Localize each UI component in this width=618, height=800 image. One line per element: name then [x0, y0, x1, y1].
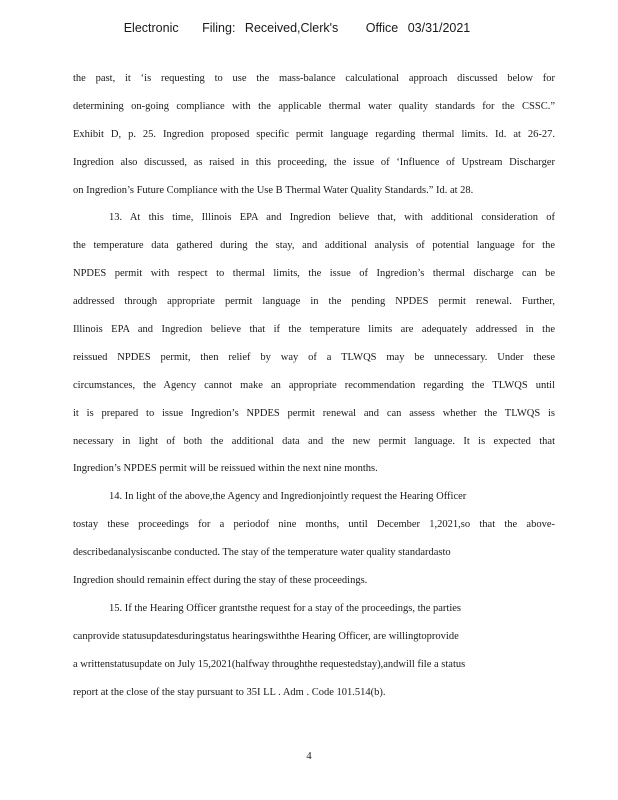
text-line: NPDES permit with respect to thermal limits, the issue of Ingredion’s thermal discharge can be: [73, 268, 555, 280]
text-line: a writtenstatusupdate on July 15,2021(halfway throughthe requestedstay),andwill file a status: [73, 658, 466, 670]
page-number: 4: [306, 751, 312, 762]
text-line: canprovide statusupdatesduringstatus hearingswiththe Hearing Officer, are willingtoprovide: [73, 630, 459, 642]
text-line: Illinois EPA and Ingredion believe that if the temperature limits are adequately addressed in the: [73, 324, 555, 336]
text-line: the temperature data gathered during the stay, and additional analysis of potential language for the: [73, 240, 555, 252]
text-line: on Ingredion’s Future Compliance with the Use B Thermal Water Quality Standards.” Id. at 28.: [73, 184, 474, 196]
header-part: Received,Clerk's: [244, 21, 339, 35]
text-line: Exhibit D, p. 25. Ingredion proposed specific permit language regarding thermal limits. Id. at 26-27.: [73, 128, 555, 140]
text-line: necessary in light of both the additional data and the new permit language. It is expected that: [73, 435, 555, 447]
text-line: the past, it ‘is requesting to use the mass-balance calculational approach discussed below for: [73, 73, 555, 84]
text-line: tostay these proceedings for a periodof nine months, until December 1,2021,so that the above-: [73, 519, 555, 531]
electronic-filing-header: [0, 21, 594, 35]
text-line: 14. In light of the above,the Agency and Ingredionjointly request the Hearing Officer: [109, 491, 467, 503]
text-line: report at the close of the stay pursuant to 35I LL . Adm . Code 101.514(b).: [73, 686, 386, 698]
text-line: describedanalysiscanbe conducted. The stay of the temperature water quality standardasto: [73, 547, 451, 559]
header-part: Electronic: [123, 21, 179, 35]
text-line: 13. At this time, Illinois EPA and Ingredion believe that, with additional consideration of: [109, 212, 555, 224]
text-line: Ingredion’s NPDES permit will be reissued within the next nine months.: [73, 463, 378, 475]
text-line: circumstances, the Agency cannot make an appropriate recommendation regarding the TLWQS until: [73, 379, 555, 391]
text-line: Ingredion should remainin effect during the stay of these proceedings.: [73, 575, 368, 587]
text-line: determining on-going compliance with the applicable thermal water quality standards for the CSSC.”: [73, 100, 555, 112]
document-body: [73, 70, 555, 711]
filing-date: 03/31/2021: [407, 21, 471, 35]
text-line: 15. If the Hearing Officer grantsthe request for a stay of the proceedings, the parties: [109, 602, 462, 614]
text-line: Ingredion also discussed, as raised in this proceeding, the issue of ‘Influence of Upstream Discharger: [73, 156, 555, 168]
text-line: reissued NPDES permit, then relief by way of a TLWQS may be unnecessary. Under these: [73, 351, 555, 363]
text-line: addressed through appropriate permit language in the pending NPDES permit renewal. Further,: [73, 296, 555, 308]
header-part: Filing:: [202, 21, 236, 35]
text-line: it is prepared to issue Ingredion’s NPDES permit renewal and can assess whether the TLWQS is: [73, 407, 555, 419]
header-part: Office: [365, 21, 399, 35]
